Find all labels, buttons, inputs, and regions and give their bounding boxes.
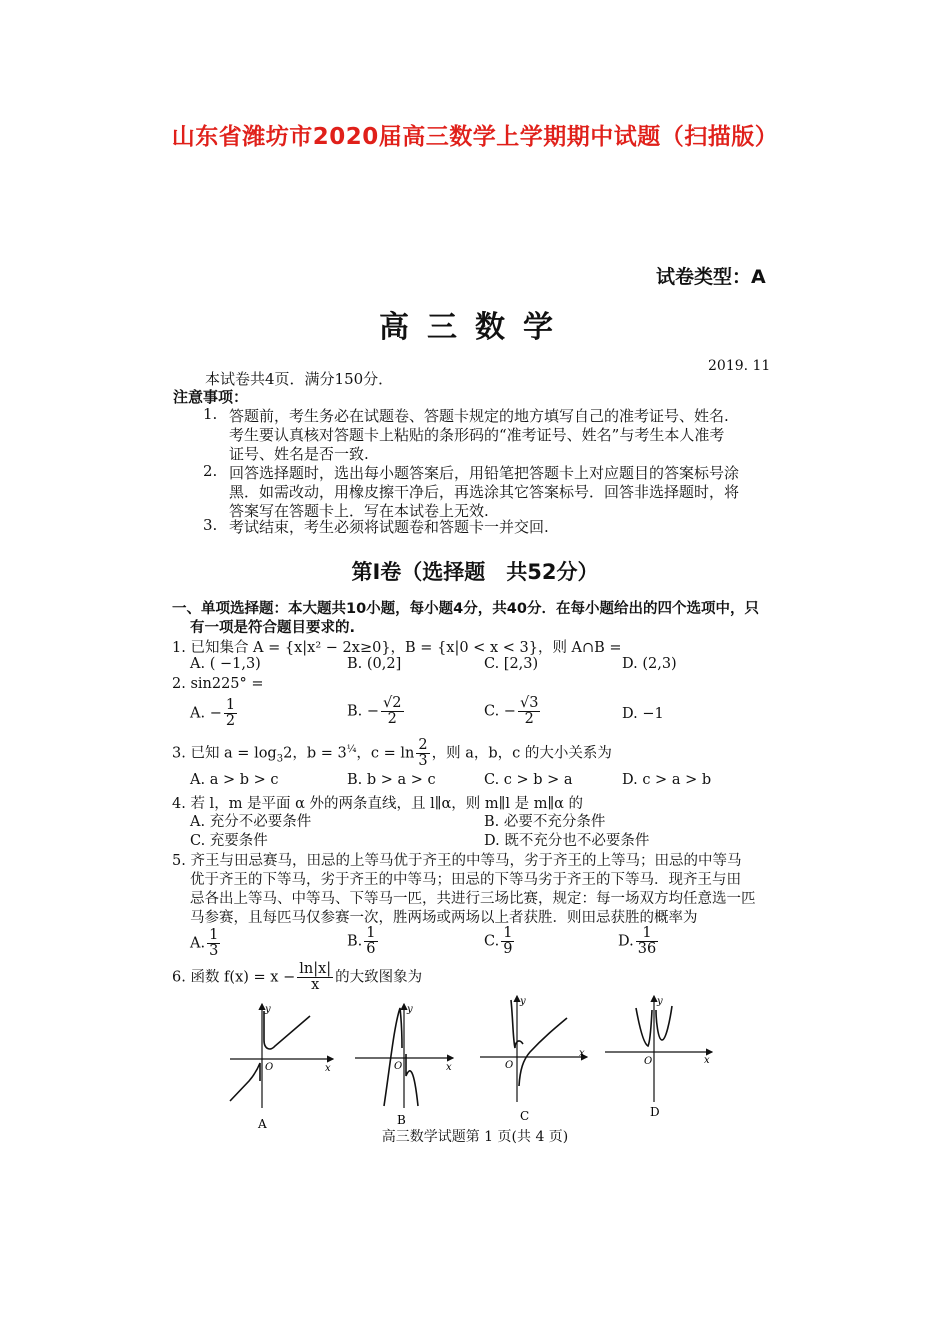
- fraction: [364, 926, 377, 957]
- question-2-option-c: [484, 696, 542, 727]
- stem-part: 的大致图象为: [335, 969, 423, 986]
- question-4-option: C. 充要条件: [190, 833, 268, 849]
- x-axis-label: x: [704, 1055, 710, 1066]
- section-instruction: 一、单项选择题：本大题共10小题，每小题4分，共40分．在每小题给出的四个选项中，只: [172, 601, 759, 617]
- exponent: ¼: [346, 743, 357, 755]
- document-title: 山东省潍坊市2020届高三数学上学期期中试题（扫描版）: [171, 124, 779, 150]
- notice-item-line: 回答选择题时，选出每小题答案后，用铅笔把答题卡上对应题目的答案标号涂: [229, 464, 740, 482]
- fraction: [207, 928, 220, 959]
- option-label: C. −: [484, 703, 516, 720]
- curve-right-branch: [406, 1054, 418, 1106]
- denominator: x: [311, 977, 320, 994]
- question-1-stem: 1. 已知集合 A = {x|x² − 2x≥0}，B = {x|0 < x < 3}，则 A∩B =: [172, 640, 622, 656]
- graph-option-a: [225, 996, 345, 1131]
- notice-item-line: 考试结束，考生必须将试题卷和答题卡一并交回.: [229, 518, 549, 536]
- denominator: 2: [387, 711, 397, 728]
- part-title: 第Ⅰ卷（选择题 共52分）: [351, 560, 599, 584]
- option-label: A.: [190, 935, 206, 952]
- numerator: √2: [383, 695, 402, 711]
- notice-item-line: 黑．如需改动，用橡皮擦干净后，再选涂其它答案标号．回答非选择题时，将: [229, 483, 740, 501]
- question-5-option: [190, 928, 222, 959]
- denominator: 3: [418, 753, 428, 770]
- stem-part: ，c = ln: [356, 745, 415, 762]
- y-axis-label: y: [657, 996, 663, 1007]
- graph-label: C: [520, 1109, 530, 1123]
- curve-right-branch: [519, 1018, 567, 1086]
- stem-part: 6. 函数 f(x) = x −: [172, 969, 296, 986]
- fraction: [297, 962, 333, 993]
- question-5-line: 5. 齐王与田忌赛马，田忌的上等马优于齐王的中等马，劣于齐王的上等马；田忌的中等马: [172, 853, 742, 869]
- x-axis-label: x: [446, 1062, 452, 1073]
- question-1-option: A. ( −1,3): [190, 656, 261, 672]
- question-5-line: 优于齐王的下等马，劣于齐王的中等马；田忌的下等马劣于齐王的下等马．现齐王与田: [190, 872, 741, 888]
- exam-type-label: 试卷类型：A: [656, 266, 766, 288]
- question-4-option: B. 必要不充分条件: [484, 814, 606, 830]
- y-axis-label: y: [520, 996, 526, 1007]
- origin-label: O: [644, 1056, 653, 1067]
- option-label: C.: [484, 933, 500, 950]
- question-5-line: 马参赛，且每匹马仅参赛一次，胜两场或两场以上者获胜．则田忌获胜的概率为: [190, 910, 698, 926]
- graph-option-c: [475, 990, 595, 1125]
- option-label: B.: [347, 933, 363, 950]
- question-3-option: D. c > a > b: [622, 772, 712, 788]
- question-5-option: [484, 926, 516, 957]
- origin-label: O: [505, 1060, 514, 1071]
- denominator: 36: [637, 941, 657, 958]
- graph-label: D: [650, 1105, 660, 1119]
- y-axis-label: y: [407, 1004, 413, 1015]
- graph-label: A: [258, 1117, 267, 1131]
- question-3-stem: [172, 738, 612, 769]
- numerator: 1: [503, 925, 513, 941]
- numerator: 2: [418, 737, 428, 753]
- question-1-option: C. [2,3): [484, 656, 539, 672]
- fraction: [416, 738, 429, 769]
- page-footer: 高三数学试题第 1 页(共 4 页): [381, 1129, 569, 1145]
- section-instruction: 有一项是符合题目要求的.: [190, 620, 356, 636]
- numerator: ln|x|: [299, 961, 332, 977]
- curve-left-branch: [636, 1008, 652, 1046]
- numerator: 1: [225, 697, 236, 713]
- notice-item-number: 3.: [203, 516, 218, 534]
- graph-label: B: [397, 1113, 406, 1127]
- curve-left-branch: [384, 1008, 402, 1106]
- question-5-line: 忌各出上等马、中等马、下等马一匹，共进行三场比赛，规定：每一场双方均任意选一匹: [190, 891, 756, 907]
- question-2-option-d: D. −1: [622, 706, 664, 722]
- fraction: [501, 926, 514, 957]
- option-label: D.: [618, 933, 634, 950]
- x-axis-label: x: [325, 1063, 331, 1074]
- y-axis-label: y: [265, 1004, 271, 1015]
- fraction: [636, 926, 658, 957]
- question-3-option: B. b > a > c: [347, 772, 436, 788]
- stem-part: 3. 已知 a = log: [172, 745, 277, 762]
- denominator: 9: [503, 941, 513, 958]
- log-base: 3: [276, 753, 284, 765]
- question-4-option: D. 既不充分也不必要条件: [484, 833, 650, 849]
- question-2-stem: 2. sin225° =: [172, 676, 264, 692]
- question-5-option: [347, 926, 380, 957]
- question-4-stem: 4. 若 l，m 是平面 α 外的两条直线，且 l∥α，则 m∥l 是 m∥α 的: [172, 796, 584, 812]
- question-2-option-a: [190, 698, 239, 729]
- notice-item-line: 证号、姓名是否一致.: [229, 445, 369, 463]
- option-label: B. −: [347, 703, 380, 720]
- option-label: A. −: [190, 705, 222, 722]
- fraction: [224, 698, 237, 729]
- numerator: 1: [209, 927, 219, 943]
- notice-item-line: 答案写在答题卡上．写在本试卷上无效.: [229, 502, 489, 520]
- graph-option-b: [350, 996, 465, 1131]
- numerator: √3: [519, 695, 539, 711]
- question-3-option: A. a > b > c: [190, 772, 279, 788]
- exam-date: 2019. 11: [708, 358, 771, 374]
- question-6-stem: [172, 962, 422, 993]
- denominator: 6: [366, 941, 376, 958]
- question-1-option: B. (0,2]: [347, 656, 402, 672]
- question-5-option: [618, 926, 660, 957]
- curve-left-branch: [230, 1063, 260, 1101]
- stem-part: 2，b = 3: [283, 745, 347, 762]
- question-1-option: D. (2,3): [622, 656, 677, 672]
- question-2-option-b: [347, 696, 406, 727]
- curve-right-branch: [656, 1006, 672, 1040]
- exam-name: 高三数学: [379, 310, 571, 345]
- question-4-option: A. 充分不必要条件: [190, 814, 312, 830]
- notice-item-line: 答题前，考生务必在试题卷、答题卡规定的地方填写自己的准考证号、姓名.: [229, 407, 729, 425]
- denominator: 2: [524, 711, 534, 728]
- graph-option-d: [600, 990, 720, 1120]
- exam-intro: 本试卷共4页．满分150分．: [205, 370, 394, 388]
- x-axis-label: x: [579, 1048, 585, 1059]
- numerator: 1: [366, 925, 376, 941]
- question-3-option: C. c > b > a: [484, 772, 573, 788]
- curve-right-branch: [264, 1011, 310, 1049]
- notice-item-number: 1.: [203, 405, 218, 423]
- notice-item-line: 考生要认真核对答题卡上粘贴的条形码的“准考证号、姓名”与考生本人准考: [229, 426, 725, 444]
- notice-item-number: 2.: [203, 462, 218, 480]
- stem-part: ，则 a，b，c 的大小关系为: [431, 745, 612, 762]
- denominator: 3: [209, 943, 219, 960]
- fraction: [518, 696, 540, 727]
- fraction: [381, 696, 403, 727]
- origin-label: O: [394, 1061, 403, 1072]
- numerator: 1: [636, 926, 658, 942]
- origin-label: O: [265, 1062, 274, 1073]
- notice-heading: 注意事项：: [173, 388, 249, 406]
- denominator: 2: [225, 713, 236, 730]
